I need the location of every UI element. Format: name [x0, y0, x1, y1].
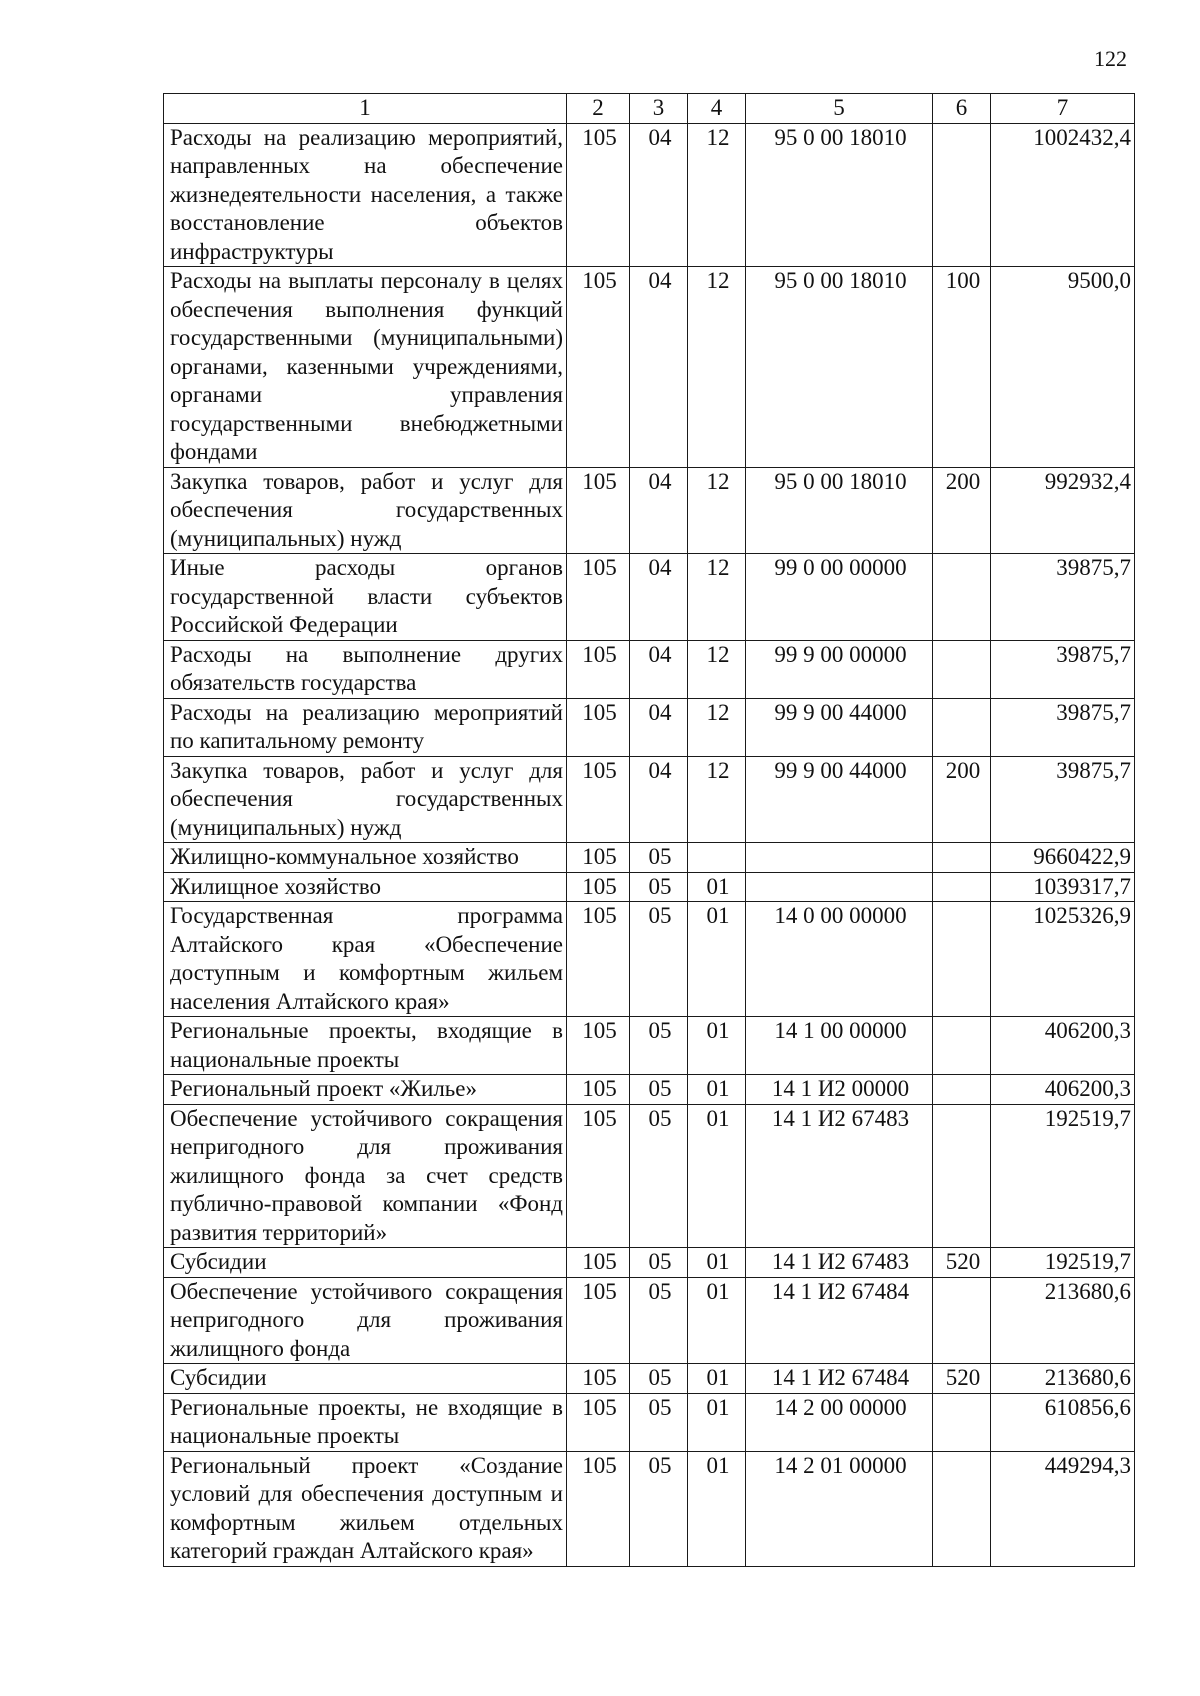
header-cell-1: 1: [164, 94, 567, 124]
table-row: [164, 1104, 1135, 1248]
expense-name-cell: Иные расходы органов государственной власти субъектов Российской Федерации: [164, 554, 567, 641]
section-code-cell: 04: [630, 267, 688, 468]
section-code-cell: 05: [630, 1017, 688, 1075]
section-code-cell: 04: [630, 467, 688, 554]
expense-name-cell: Расходы на выплаты персоналу в целях обеспечения выполнения функций государственными (муниципальными) органами, казенными учреждениями, органами управления государственными внебюджетными фондами: [164, 267, 567, 468]
expense-name-cell: Региональные проекты, входящие в национальные проекты: [164, 1017, 567, 1075]
subsection-code-cell: [688, 843, 746, 873]
ministry-code-cell: 105: [567, 1451, 630, 1566]
ministry-code-cell: 105: [567, 467, 630, 554]
section-code-cell: 05: [630, 1075, 688, 1105]
section-code-cell: 05: [630, 843, 688, 873]
target-article-cell: 14 2 00 00000: [746, 1393, 933, 1451]
ministry-code-cell: 105: [567, 1104, 630, 1248]
expense-name-cell: Субсидии: [164, 1364, 567, 1394]
expense-type-cell: 520: [933, 1248, 991, 1278]
section-code-cell: 05: [630, 1451, 688, 1566]
table-row: [164, 1248, 1135, 1278]
amount-cell: 449294,3: [991, 1451, 1135, 1566]
target-article-cell: 14 1 И2 67484: [746, 1277, 933, 1364]
expense-name-cell: Жилищно-коммунальное хозяйство: [164, 843, 567, 873]
section-code-cell: 05: [630, 902, 688, 1017]
ministry-code-cell: 105: [567, 872, 630, 902]
amount-cell: 192519,7: [991, 1248, 1135, 1278]
expense-type-cell: [933, 554, 991, 641]
subsection-code-cell: 12: [688, 756, 746, 843]
target-article-cell: 14 2 01 00000: [746, 1451, 933, 1566]
target-article-cell: 14 1 00 00000: [746, 1017, 933, 1075]
table-row: [164, 1364, 1135, 1394]
table-row: [164, 467, 1135, 554]
ministry-code-cell: 105: [567, 698, 630, 756]
section-code-cell: 05: [630, 872, 688, 902]
ministry-code-cell: 105: [567, 1393, 630, 1451]
table-row: [164, 843, 1135, 873]
table-row: [164, 698, 1135, 756]
amount-cell: 406200,3: [991, 1017, 1135, 1075]
budget-table: [163, 93, 1135, 1567]
section-code-cell: 04: [630, 123, 688, 267]
subsection-code-cell: 12: [688, 698, 746, 756]
target-article-cell: 14 1 И2 67484: [746, 1364, 933, 1394]
section-code-cell: 05: [630, 1277, 688, 1364]
header-row: [164, 94, 1135, 124]
amount-cell: 9500,0: [991, 267, 1135, 468]
expense-name-cell: Обеспечение устойчивого сокращения непригодного для проживания жилищного фонда: [164, 1277, 567, 1364]
subsection-code-cell: 12: [688, 123, 746, 267]
subsection-code-cell: 01: [688, 1364, 746, 1394]
expense-name-cell: Региональные проекты, не входящие в национальные проекты: [164, 1393, 567, 1451]
target-article-cell: [746, 872, 933, 902]
expense-name-cell: Расходы на выполнение других обязательств государства: [164, 640, 567, 698]
expense-name-cell: Закупка товаров, работ и услуг для обеспечения государственных (муниципальных) нужд: [164, 756, 567, 843]
amount-cell: 39875,7: [991, 554, 1135, 641]
ministry-code-cell: 105: [567, 1277, 630, 1364]
expense-type-cell: 200: [933, 467, 991, 554]
expense-type-cell: 200: [933, 756, 991, 843]
ministry-code-cell: 105: [567, 902, 630, 1017]
expense-type-cell: [933, 1277, 991, 1364]
expense-type-cell: [933, 1075, 991, 1105]
table-row: [164, 1277, 1135, 1364]
section-code-cell: 04: [630, 756, 688, 843]
expense-type-cell: [933, 1451, 991, 1566]
expense-type-cell: 520: [933, 1364, 991, 1394]
subsection-code-cell: 12: [688, 467, 746, 554]
expense-type-cell: [933, 698, 991, 756]
table-row: [164, 1393, 1135, 1451]
header-cell-3: 3: [630, 94, 688, 124]
amount-cell: 992932,4: [991, 467, 1135, 554]
section-code-cell: 05: [630, 1393, 688, 1451]
subsection-code-cell: 01: [688, 1451, 746, 1566]
target-article-cell: 99 9 00 44000: [746, 698, 933, 756]
section-code-cell: 05: [630, 1248, 688, 1278]
ministry-code-cell: 105: [567, 843, 630, 873]
section-code-cell: 04: [630, 698, 688, 756]
amount-cell: 610856,6: [991, 1393, 1135, 1451]
subsection-code-cell: 12: [688, 640, 746, 698]
amount-cell: 1002432,4: [991, 123, 1135, 267]
expense-name-cell: Закупка товаров, работ и услуг для обеспечения государственных (муниципальных) нужд: [164, 467, 567, 554]
header-cell-7: 7: [991, 94, 1135, 124]
target-article-cell: 14 0 00 00000: [746, 902, 933, 1017]
ministry-code-cell: 105: [567, 123, 630, 267]
expense-type-cell: [933, 640, 991, 698]
table-row: [164, 1451, 1135, 1566]
expense-type-cell: [933, 1393, 991, 1451]
expense-type-cell: [933, 1017, 991, 1075]
table-row: [164, 902, 1135, 1017]
header-cell-4: 4: [688, 94, 746, 124]
expense-name-cell: Субсидии: [164, 1248, 567, 1278]
amount-cell: 406200,3: [991, 1075, 1135, 1105]
section-code-cell: 05: [630, 1104, 688, 1248]
table-row: [164, 1075, 1135, 1105]
subsection-code-cell: 12: [688, 267, 746, 468]
subsection-code-cell: 01: [688, 872, 746, 902]
amount-cell: 192519,7: [991, 1104, 1135, 1248]
expense-type-cell: [933, 902, 991, 1017]
amount-cell: 9660422,9: [991, 843, 1135, 873]
target-article-cell: 99 9 00 00000: [746, 640, 933, 698]
header-cell-2: 2: [567, 94, 630, 124]
subsection-code-cell: 01: [688, 1075, 746, 1105]
section-code-cell: 04: [630, 554, 688, 641]
expense-name-cell: Региональный проект «Жилье»: [164, 1075, 567, 1105]
target-article-cell: 95 0 00 18010: [746, 267, 933, 468]
expense-name-cell: Жилищное хозяйство: [164, 872, 567, 902]
subsection-code-cell: 01: [688, 1393, 746, 1451]
table-row: [164, 1017, 1135, 1075]
amount-cell: 1025326,9: [991, 902, 1135, 1017]
section-code-cell: 05: [630, 1364, 688, 1394]
expense-type-cell: 100: [933, 267, 991, 468]
ministry-code-cell: 105: [567, 640, 630, 698]
page-number: 122: [1094, 46, 1127, 71]
header-cell-5: 5: [746, 94, 933, 124]
expense-type-cell: [933, 123, 991, 267]
expense-name-cell: Региональный проект «Создание условий для обеспечения доступным и комфортным жильем отдельных категорий граждан Алтайского края»: [164, 1451, 567, 1566]
table-row: [164, 640, 1135, 698]
ministry-code-cell: 105: [567, 554, 630, 641]
subsection-code-cell: 01: [688, 1277, 746, 1364]
expense-type-cell: [933, 872, 991, 902]
target-article-cell: [746, 843, 933, 873]
amount-cell: 213680,6: [991, 1277, 1135, 1364]
target-article-cell: 95 0 00 18010: [746, 123, 933, 267]
table-row: [164, 267, 1135, 468]
table-row: [164, 123, 1135, 267]
expense-name-cell: Государственная программа Алтайского края «Обеспечение доступным и комфортным жильем населения Алтайского края»: [164, 902, 567, 1017]
header-cell-6: 6: [933, 94, 991, 124]
target-article-cell: 95 0 00 18010: [746, 467, 933, 554]
table-body: [164, 123, 1135, 1566]
target-article-cell: 99 0 00 00000: [746, 554, 933, 641]
amount-cell: 39875,7: [991, 640, 1135, 698]
ministry-code-cell: 105: [567, 756, 630, 843]
target-article-cell: 14 1 И2 67483: [746, 1248, 933, 1278]
subsection-code-cell: 12: [688, 554, 746, 641]
section-code-cell: 04: [630, 640, 688, 698]
ministry-code-cell: 105: [567, 1075, 630, 1105]
ministry-code-cell: 105: [567, 1248, 630, 1278]
target-article-cell: 14 1 И2 00000: [746, 1075, 933, 1105]
ministry-code-cell: 105: [567, 1017, 630, 1075]
expense-name-cell: Расходы на реализацию мероприятий по капитальному ремонту: [164, 698, 567, 756]
target-article-cell: 14 1 И2 67483: [746, 1104, 933, 1248]
subsection-code-cell: 01: [688, 1017, 746, 1075]
target-article-cell: 99 9 00 44000: [746, 756, 933, 843]
expense-type-cell: [933, 843, 991, 873]
expense-name-cell: Обеспечение устойчивого сокращения непригодного для проживания жилищного фонда за счет средств публично-правовой компании «Фонд развития территорий»: [164, 1104, 567, 1248]
table-row: [164, 872, 1135, 902]
ministry-code-cell: 105: [567, 1364, 630, 1394]
expense-name-cell: Расходы на реализацию мероприятий, направленных на обеспечение жизнедеятельности населения, а также восстановление объектов инфраструктуры: [164, 123, 567, 267]
amount-cell: 39875,7: [991, 698, 1135, 756]
table-row: [164, 554, 1135, 641]
subsection-code-cell: 01: [688, 1104, 746, 1248]
subsection-code-cell: 01: [688, 902, 746, 1017]
ministry-code-cell: 105: [567, 267, 630, 468]
amount-cell: 213680,6: [991, 1364, 1135, 1394]
expense-type-cell: [933, 1104, 991, 1248]
amount-cell: 1039317,7: [991, 872, 1135, 902]
subsection-code-cell: 01: [688, 1248, 746, 1278]
amount-cell: 39875,7: [991, 756, 1135, 843]
table-row: [164, 756, 1135, 843]
table-header: [164, 94, 1135, 124]
